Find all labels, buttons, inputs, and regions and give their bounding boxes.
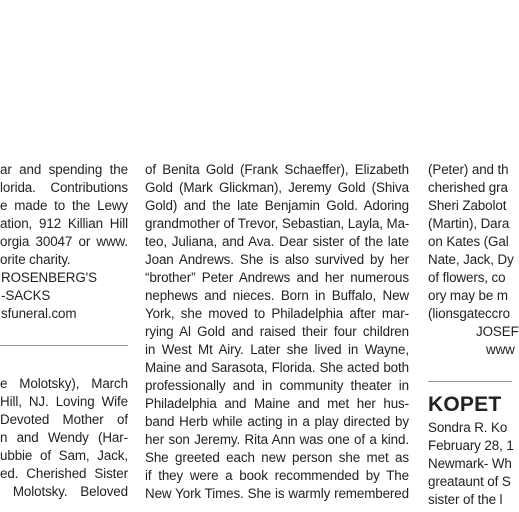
right-text-line: greataunt of S xyxy=(428,474,511,489)
mid-text-line: Gold (Mark Glickman), Jeremy Gold (Shiva xyxy=(145,180,409,195)
right-text-line: Newmark- Wh xyxy=(428,456,512,471)
left-text-line: orite charity. xyxy=(0,252,71,267)
mid-text-line: nephews and nieces. Born in Buffalo, New xyxy=(145,288,409,303)
mid-text-line: grandmother of Trevor, Sebastian, Layla, Ma- xyxy=(145,216,410,231)
left-funeral-home-name: ROSENBERG'S xyxy=(1,270,97,285)
right-funeral-home-name: JOSEF xyxy=(476,324,519,339)
mid-text-line: New York Times. She is warmly remembered xyxy=(145,486,409,501)
right-text-line: Sondra R. Ko xyxy=(428,420,508,435)
right-text-line: (lionsgateccro xyxy=(428,306,510,321)
mid-text-line: She greeted each new person she met as xyxy=(145,450,409,465)
right-text-line: (Martin), Dara xyxy=(428,216,510,231)
right-column xyxy=(428,0,519,512)
mid-text-line: in West Mt Airy. Later she lived in Wayne, xyxy=(145,342,409,357)
left-text-line: orgia 30047 or www. xyxy=(0,234,128,249)
left-text-line: Hill, NJ. Loving Wife xyxy=(0,394,128,409)
right-text-line: on Kates (Gal xyxy=(428,234,509,249)
right-text-line: sister of the l xyxy=(428,492,503,507)
mid-text-line: Philadelphia and Maine and met her hus- xyxy=(145,396,409,411)
left-text-line: Devoted Mother of xyxy=(0,412,128,427)
right-text-line: Nate, Jack, Dy xyxy=(428,252,514,267)
section-divider xyxy=(428,381,512,382)
mid-text-line: Gold) and the late Benjamin Gold. Adoring xyxy=(145,198,409,213)
obituary-surname-heading: KOPET xyxy=(428,393,502,416)
middle-column xyxy=(145,0,409,512)
right-funeral-home-url: www xyxy=(486,342,515,357)
left-text-line: e Molotsky), March xyxy=(0,376,128,391)
left-text-line: n and Wendy (Har- xyxy=(0,430,128,445)
right-text-line: cherished gra xyxy=(428,180,508,195)
left-text-line: ation, 912 Killian Hill xyxy=(0,216,128,231)
mid-text-line: Joan Andrews. She is also survived by her xyxy=(145,252,409,267)
left-text-line: ar and spending the xyxy=(0,162,128,177)
mid-text-line: her son Jeremy. Rita Ann was one of a kind. xyxy=(145,432,409,447)
left-text-line: lorida. Contributions xyxy=(0,180,128,195)
mid-text-line: if they were a book recommended by The xyxy=(145,468,409,483)
left-funeral-home-url: sfuneral.com xyxy=(1,306,77,321)
mid-text-line: professionally and in community theater in xyxy=(145,378,409,393)
left-text-line: Molotsky. Beloved xyxy=(0,484,128,499)
left-column xyxy=(0,0,128,512)
mid-text-line: rying Al Gold and raised their four children xyxy=(145,324,409,339)
section-divider xyxy=(0,345,128,346)
right-text-line: (Peter) and th xyxy=(428,162,509,177)
mid-text-line: Maine and Sarasota, Florida. She acted both xyxy=(145,360,409,375)
left-text-line: ed. Cherished Sister xyxy=(0,466,128,481)
right-text-line: ory may be m xyxy=(428,288,508,303)
mid-text-line: “brother” Peter Andrews and her numerous xyxy=(145,270,409,285)
left-text-line: ubbie of Sam, Jack, xyxy=(0,448,128,463)
right-text-line: February 28, 1 xyxy=(428,438,514,453)
right-text-line: of flowers, co xyxy=(428,270,506,285)
mid-text-line: band Herb while acting in a play directed by xyxy=(145,414,409,429)
left-funeral-home-name: -SACKS xyxy=(1,288,51,303)
left-text-line: e made to the Lewy xyxy=(0,198,128,213)
mid-text-line: of Benita Gold (Frank Schaeffer), Elizabeth xyxy=(145,162,409,177)
mid-text-line: York, she moved to Philadelphia after mar- xyxy=(145,306,409,321)
right-text-line: Sheri Zabolot xyxy=(428,198,507,213)
mid-text-line: teo, Juliana, and Ava. Dear sister of the late xyxy=(145,234,409,249)
